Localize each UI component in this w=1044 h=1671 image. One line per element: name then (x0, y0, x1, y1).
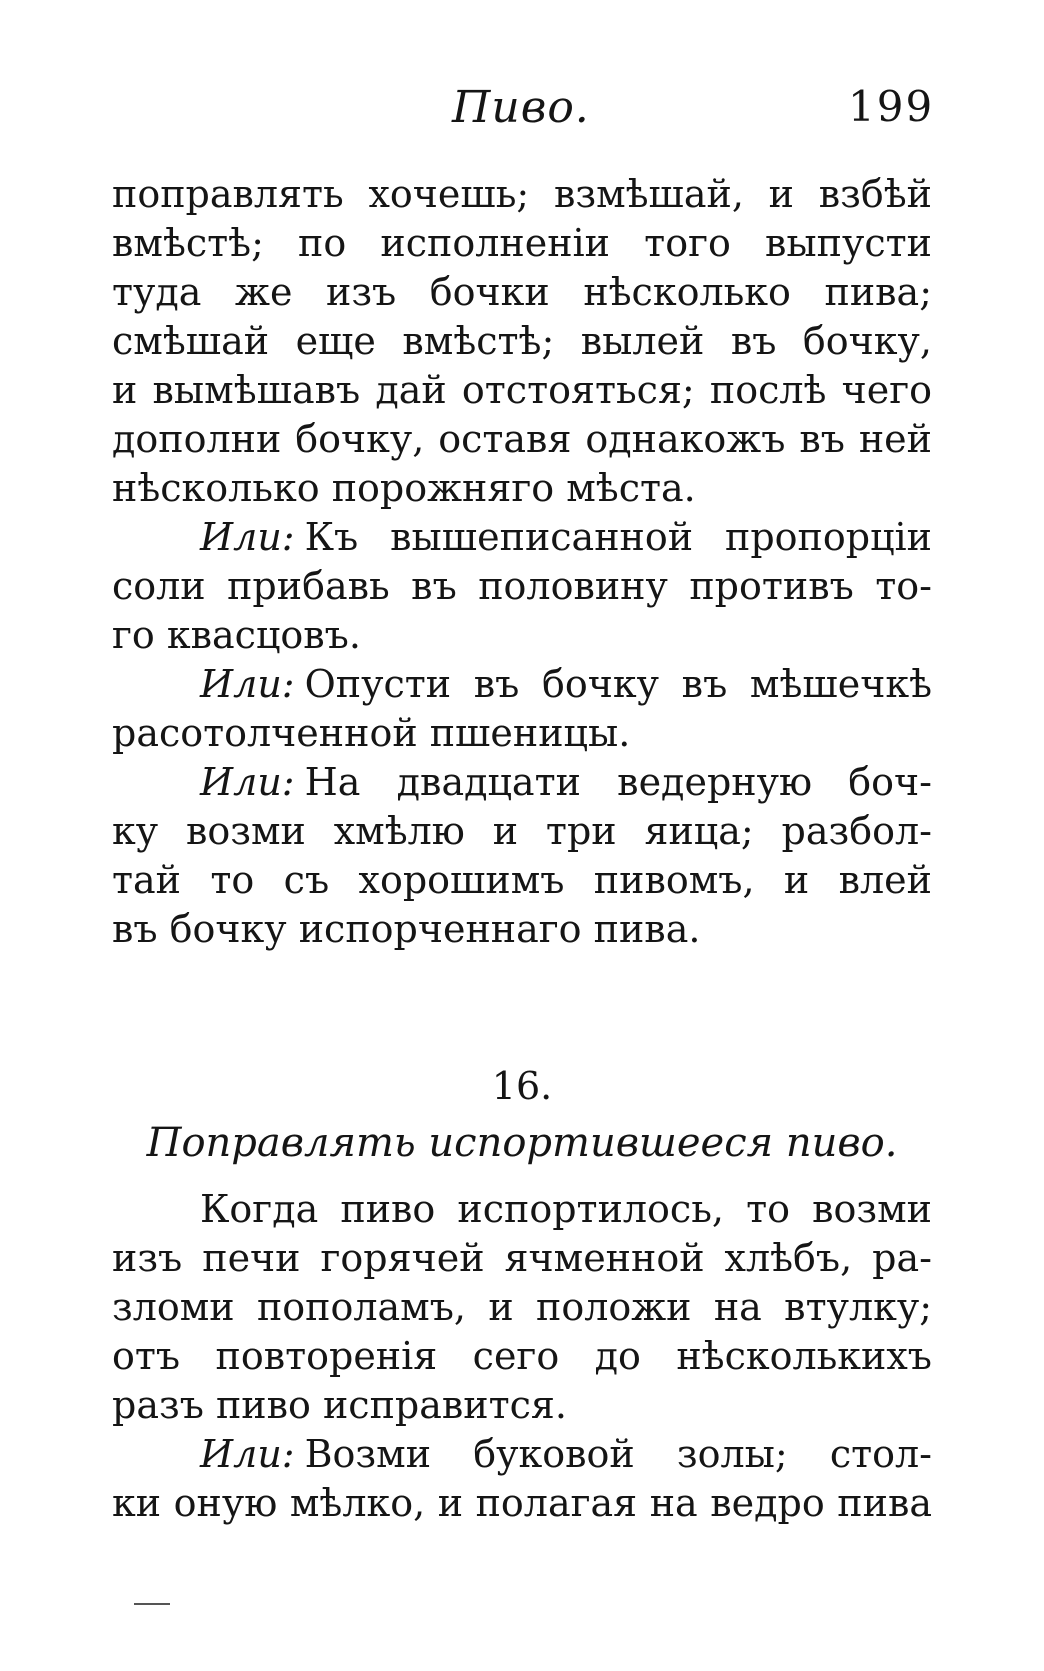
text-line: и вымѣшавъ дай отстояться; послѣ чего (112, 368, 932, 412)
text-line: соли прибавь въ половину противъ то- (112, 564, 932, 608)
text-line: го квасцовъ. (112, 613, 361, 657)
or-label: Или: (200, 662, 295, 706)
text-line: ки оную мѣлко, и полагая на ведро пива (112, 1481, 932, 1525)
text-line: ку возми хмѣлю и три яица; разбол- (112, 809, 932, 853)
text-line: изъ печи горячей ячменной хлѣбъ, ра- (112, 1236, 932, 1280)
section-title: Поправлять испортившееся пиво. (146, 1120, 898, 1166)
text-line: зломи пополамъ, и положи на втулку; (112, 1285, 932, 1329)
text-line: въ бочку испорченнаго пива. (112, 907, 701, 951)
text-line: поправлять хочешь; взмѣшай, и взбѣй (112, 172, 932, 216)
or-label: Или: (200, 1432, 295, 1476)
running-head: Пиво. (452, 82, 590, 133)
text-line: Когда пиво испортилось, то возми (200, 1187, 932, 1231)
text-line: дополни бочку, оставя однакожъ въ ней (112, 417, 932, 461)
text-line: смѣшай еще вмѣстѣ; вылей въ бочку, (112, 319, 932, 363)
or-label: Или: (200, 515, 295, 559)
footer-rule (134, 1603, 170, 1605)
page-number: 199 (848, 82, 935, 131)
paragraph-first-line (200, 511, 932, 563)
text-line: нѣсколько порожняго мѣста. (112, 466, 696, 510)
text-line: вмѣстѣ; по исполненіи того выпусти (112, 221, 932, 265)
paragraph-first-line (200, 756, 932, 808)
text-line: расотолченной пшеницы. (112, 711, 631, 755)
or-label: Или: (200, 760, 295, 804)
section-number: 16. (491, 1064, 553, 1108)
paragraph-first-line (200, 658, 932, 710)
text-line: разъ пиво исправится. (112, 1383, 567, 1427)
text-line: отъ повторенія сего до нѣсколькихъ (112, 1334, 932, 1378)
text-line: На двадцати ведерную боч- (304, 760, 932, 804)
text-line: Опусти въ бочку въ мѣшечкѣ (304, 662, 932, 706)
text-line: Возми буковой золы; стол- (304, 1432, 932, 1476)
text-line: туда же изъ бочки нѣсколько пива; (112, 270, 932, 314)
text-line: тай то съ хорошимъ пивомъ, и влей (112, 858, 932, 902)
page-header (0, 82, 1044, 142)
paragraph-first-line (200, 1428, 932, 1480)
text-line: Къ вышеписанной пропорціи (304, 515, 932, 559)
